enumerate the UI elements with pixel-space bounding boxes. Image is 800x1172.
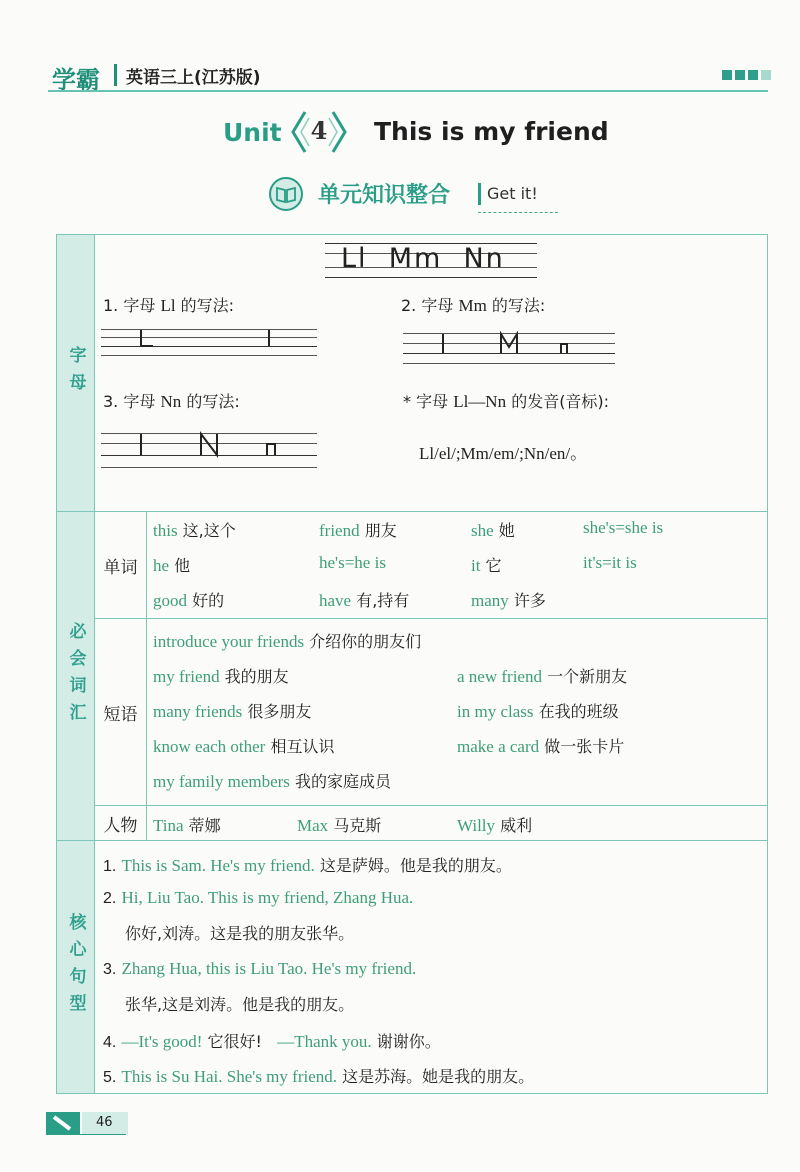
letters-category: [57, 235, 95, 512]
item-letter: Ll—Nn: [453, 392, 507, 411]
phrase-item: a new friend 一个新朋友: [457, 667, 628, 686]
phrase-item: many friends 很多朋友: [153, 702, 312, 721]
unit-label: Unit: [223, 118, 282, 147]
phrases-content: [147, 619, 768, 806]
phrases-row: [57, 619, 768, 806]
vocab-category: [57, 512, 95, 841]
word-item: this 这,这个: [153, 521, 236, 540]
phrase-item: know each other 相互认识: [153, 737, 335, 756]
letter-item-3: [103, 389, 240, 412]
header-square: [735, 70, 745, 80]
word-item: she's=she is: [583, 518, 664, 537]
words-row: [57, 512, 768, 619]
item-star: *: [403, 392, 411, 411]
sentence-3-translation: 张华,这是刘涛。他是我的朋友。: [125, 995, 355, 1014]
word-item: it 它: [471, 556, 502, 575]
item-suffix: 的发音(音标):: [511, 392, 610, 411]
letters-content: [95, 235, 768, 512]
item-number: 2.: [401, 296, 417, 315]
sentence-5: 5. This is Su Hai. She's my friend. 这是苏海。她是我的朋友。: [103, 1067, 535, 1086]
header-rule: [48, 90, 768, 92]
word-item: he's=he is: [319, 553, 386, 572]
writing-lines-m: [403, 331, 615, 365]
book-title: 英语三上(江苏版): [126, 68, 261, 88]
writing-lines-n: [101, 431, 317, 471]
category-label: 核心句型: [65, 913, 86, 1021]
page-number: 46: [82, 1112, 128, 1134]
item-number: 1.: [103, 296, 119, 315]
sentences-content: [95, 841, 768, 1094]
words-label: 单词: [95, 512, 147, 619]
item-prefix: 字母: [416, 392, 449, 411]
item-letter: Ll: [160, 296, 176, 315]
word-item: he 他: [153, 556, 191, 575]
phrase-item: make a card 做一张卡片: [457, 737, 625, 756]
section-subtitle: Get it!: [487, 184, 538, 203]
book-icon: [268, 176, 304, 212]
person-item: Tina 蒂娜: [153, 816, 221, 835]
item-prefix: 字母: [123, 392, 156, 411]
sentence-2-translation: 你好,刘涛。这是我的朋友张华。: [125, 924, 355, 943]
words-content: [147, 512, 768, 619]
letter-item-4: [403, 389, 609, 412]
item-number: 3.: [103, 392, 119, 411]
people-content: [147, 806, 768, 841]
sentences-row: [57, 841, 768, 1094]
letters-row: [57, 235, 768, 512]
unit-number: 4: [310, 116, 328, 145]
letter-item-1: [103, 293, 234, 316]
word-item: many 许多: [471, 591, 546, 610]
section-underline: [478, 212, 558, 213]
sentence-3: 3. Zhang Hua, this is Liu Tao. He's my friend.: [103, 959, 417, 978]
phrases-label: 短语: [95, 619, 147, 806]
sentence-2: 2. Hi, Liu Tao. This is my friend, Zhang Hua.: [103, 888, 414, 907]
section-title: 单元知识整合: [318, 183, 451, 208]
people-label: 人物: [95, 806, 147, 841]
unit-number-badge: [291, 108, 347, 156]
knowledge-table: [56, 234, 768, 1094]
header-square: [748, 70, 758, 80]
people-row: [57, 806, 768, 841]
phrase-item: my friend 我的朋友: [153, 667, 289, 686]
item-prefix: 字母: [421, 296, 454, 315]
writing-lines-l: [101, 327, 317, 357]
item-suffix: 的写法:: [491, 296, 546, 315]
category-label: 必会词汇: [65, 622, 86, 730]
sentences-category: [57, 841, 95, 1094]
unit-title: This is my friend: [374, 117, 609, 146]
item-letter: Mm: [458, 296, 487, 315]
word-item: she 她: [471, 521, 515, 540]
phonetics-text: Ll/el/;Mm/em/;Nn/en/。: [419, 444, 588, 463]
item-suffix: 的写法:: [180, 296, 235, 315]
letters-banner: [325, 239, 537, 279]
phrase-item: in my class 在我的班级: [457, 702, 619, 721]
pencil-icon: [46, 1112, 80, 1134]
person-item: Willy 威利: [457, 816, 533, 835]
banner-text: Ll Mm Nn: [341, 243, 505, 274]
section-divider: [478, 183, 481, 205]
item-letter: Nn: [160, 392, 182, 411]
phrase-item: introduce your friends 介绍你的朋友们: [153, 632, 422, 651]
category-label: 字母: [65, 346, 86, 400]
word-item: good 好的: [153, 591, 225, 610]
footer-rule: [46, 1134, 126, 1135]
sentence-4: 4. —It's good! 它很好! —Thank you. 谢谢你。: [103, 1032, 441, 1051]
word-item: friend 朋友: [319, 521, 397, 540]
header-square: [722, 70, 732, 80]
letter-item-2: [401, 293, 545, 316]
item-suffix: 的写法:: [186, 392, 240, 411]
person-item: Max 马克斯: [297, 816, 382, 835]
word-item: have 有,持有: [319, 591, 410, 610]
sentence-1: 1. This is Sam. He's my friend. 这是萨姆。他是我的朋友。: [103, 856, 512, 875]
header-square: [761, 70, 771, 80]
brand-logo: 学霸: [52, 66, 100, 94]
item-prefix: 字母: [123, 296, 156, 315]
word-item: it's=it is: [583, 553, 637, 572]
phrase-item: my family members 我的家庭成员: [153, 772, 392, 791]
phonetics: [419, 439, 587, 464]
header-divider: [114, 64, 117, 86]
